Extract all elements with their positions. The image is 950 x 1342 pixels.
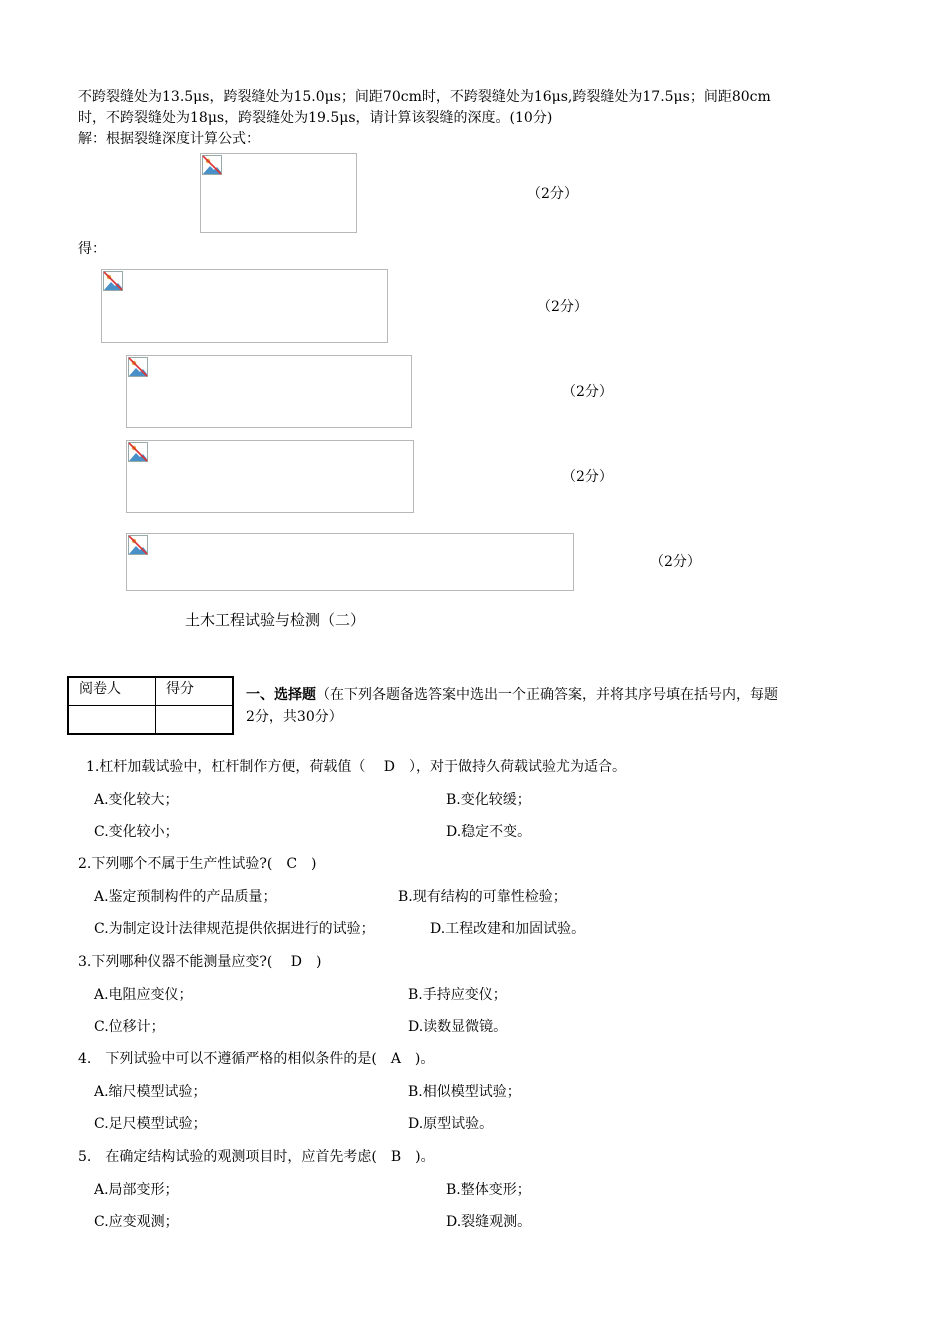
q3-option-a: A.电阻应变仪； xyxy=(94,987,193,1003)
q5-option-b: B.整体变形； xyxy=(446,1182,531,1198)
formula-image-2 xyxy=(101,269,388,343)
score-label-3: （2分） xyxy=(562,384,613,400)
question-1: 1.杠杆加载试验中，杠杆制作方便，荷载值（ D ），对于做持久荷载试验尤为适合。 xyxy=(86,759,627,775)
formula-image-3 xyxy=(126,355,412,428)
score-header: 得分 xyxy=(156,677,234,706)
section-title: 一、选择题 xyxy=(246,687,316,703)
formula-image-4 xyxy=(126,440,414,513)
section-heading xyxy=(246,684,778,706)
score-cell xyxy=(156,706,234,735)
score-label-5: （2分） xyxy=(650,554,701,570)
q4-option-d: D.原型试验。 xyxy=(408,1116,494,1132)
q3-option-c: C.位移计； xyxy=(94,1019,165,1035)
q5-option-c: C.应变观测； xyxy=(94,1214,179,1230)
grader-cell xyxy=(68,706,156,735)
grader-table xyxy=(67,676,234,735)
q3-option-b: B.手持应变仪； xyxy=(408,987,507,1003)
q2-option-a: A.鉴定预制构件的产品质量； xyxy=(94,889,277,905)
q2-option-d: D.工程改建和加固试验。 xyxy=(430,921,586,937)
q1-option-b: B.变化较缓； xyxy=(446,792,531,808)
q5-option-a: A.局部变形； xyxy=(94,1182,179,1198)
intro-line-3: 解：根据裂缝深度计算公式： xyxy=(78,131,260,147)
question-2: 2.下列哪个不属于生产性试验?( C ) xyxy=(78,856,317,872)
q4-option-b: B.相似模型试验； xyxy=(408,1084,521,1100)
score-label-4: （2分） xyxy=(562,469,613,485)
broken-image-icon xyxy=(128,535,148,555)
q4-option-a: A.缩尺模型试验； xyxy=(94,1084,207,1100)
de-label: 得： xyxy=(78,241,106,257)
q4-option-c: C.足尺模型试验； xyxy=(94,1116,207,1132)
score-label-1: （2分） xyxy=(527,186,578,202)
section-instructions-2: 2分，共30分） xyxy=(246,709,343,725)
q1-option-c: C.变化较小； xyxy=(94,824,179,840)
broken-image-icon xyxy=(103,271,123,291)
broken-image-icon xyxy=(202,155,222,175)
question-3: 3.下列哪种仪器不能测量应变?( D ) xyxy=(78,954,322,970)
q2-option-b: B.现有结构的可靠性检验； xyxy=(398,889,567,905)
q1-option-a: A.变化较大； xyxy=(94,792,179,808)
q2-option-c: C.为制定设计法律规范提供依据进行的试验； xyxy=(94,921,375,937)
broken-image-icon xyxy=(128,357,148,377)
q3-option-d: D.读数显微镜。 xyxy=(408,1019,508,1035)
grader-header: 阅卷人 xyxy=(68,677,156,706)
q1-option-d: D.稳定不变。 xyxy=(446,824,532,840)
formula-image-5 xyxy=(126,533,574,591)
question-5: 5. 在确定结构试验的观测项目时，应首先考虑( B )。 xyxy=(78,1149,435,1165)
broken-image-icon xyxy=(128,442,148,462)
formula-image-1 xyxy=(200,153,357,233)
q5-option-d: D.裂缝观测。 xyxy=(446,1214,532,1230)
question-4: 4. 下列试验中可以不遵循严格的相似条件的是( A )。 xyxy=(78,1051,435,1067)
intro-line-2: 时，不跨裂缝处为18μs，跨裂缝处为19.5μs，请计算该裂缝的深度。(10分) xyxy=(78,110,553,126)
intro-line-1: 不跨裂缝处为13.5μs，跨裂缝处为15.0μs；间距70cm时，不跨裂缝处为16μs,跨裂缝处为17.5μs；间距80cm xyxy=(78,89,771,105)
score-label-2: （2分） xyxy=(537,299,588,315)
document-title: 土木工程试验与检测（二） xyxy=(185,611,366,629)
section-instructions: （在下列各题备选答案中选出一个正确答案，并将其序号填在括号内，每题 xyxy=(316,687,778,703)
